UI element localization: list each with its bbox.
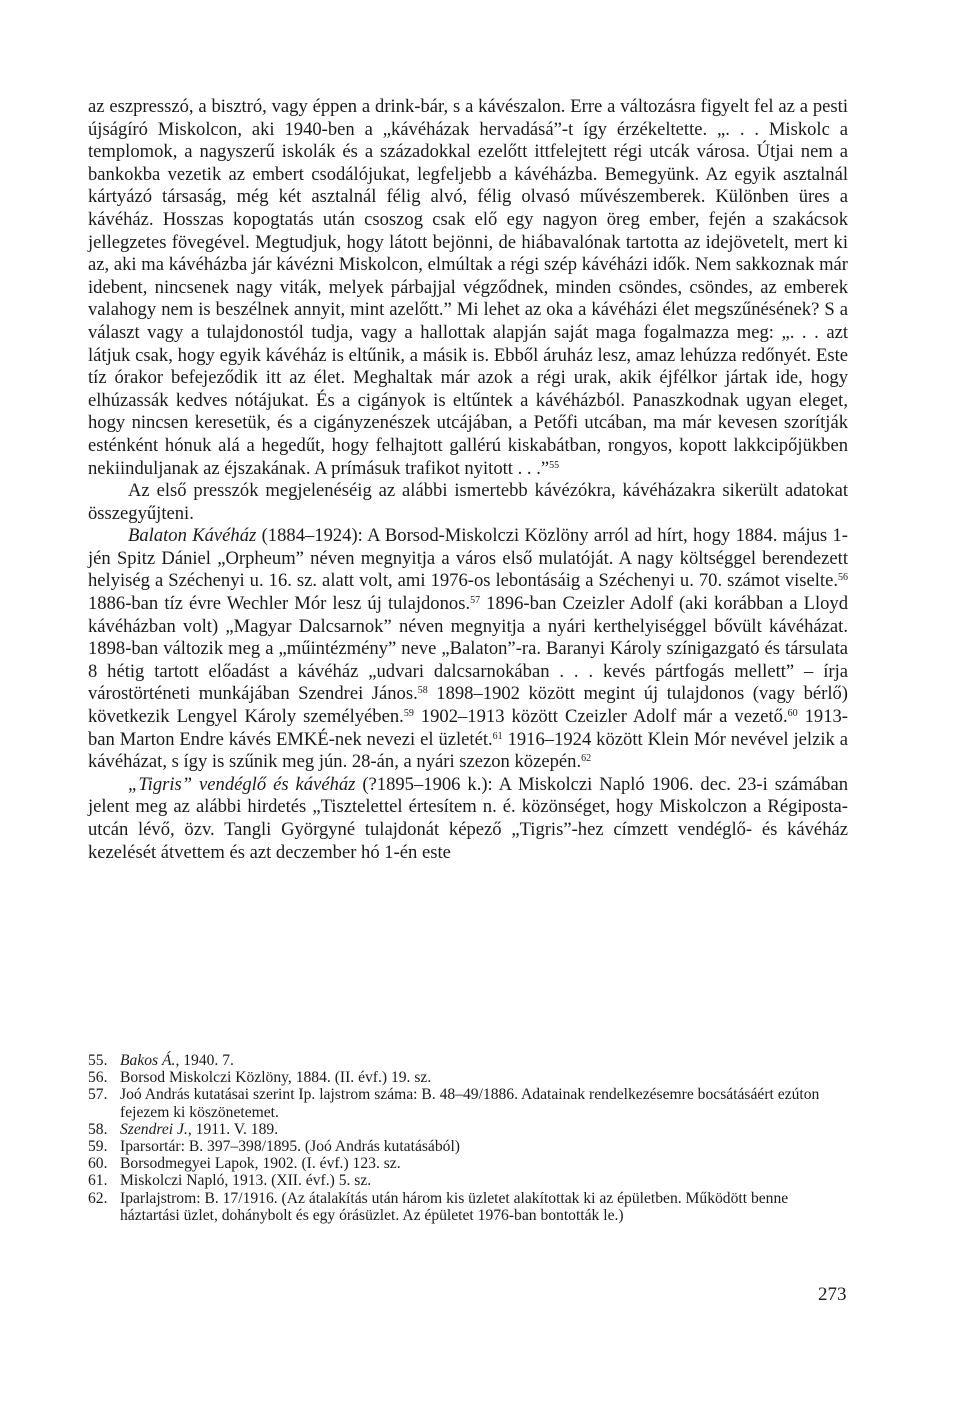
text-run: (?1895–1906 k.): A Miskolczi Napló 1906. dec. 23-i számában jelent meg az alábbi hirdetés „Tisztelettel értesítem n. é. közönséget, hogy Miskolczon a Régiposta-utcán lévő, özv. Tangli Györgyné tulajdonát képező „Tigris”-hez címzett vendéglő- és kávéház kezelését átvettem és azt deczember hó 1-én este — [88, 773, 848, 863]
footnote — [88, 1155, 850, 1172]
text-run: 1896-ban Czeizler Adolf (aki korábban a Lloyd kávéházban volt) „Magyar Dalcsarnok” néven megnyitja a nyári kerthelyiséggel bővült kávéházat. 1898-ban változik meg a „műintézmény” neve „Balaton”-ra. Baranyi Károly színigazgató és társulata 8 hétig tartott előadást a kávéház „udvari dalcsarnokában . . . kevés pártfogás mellett” – írja várostörténeti munkájában Szendrei János. — [88, 593, 848, 705]
page-number: 273 — [818, 1284, 847, 1305]
footnote-ref: 61 — [492, 730, 503, 742]
italic-text: Balaton Kávéház — [128, 525, 257, 547]
footnote-text — [120, 1069, 850, 1086]
text-run: Iparlajstrom: B. 17/1916. (Az átalakítás után három kis üzletet alakítottak ki az épületben. Működött benne háztartási üzlet, dohánybolt és egy órásüzlet. Az épületet 1976-ban bontották le.) — [120, 1189, 789, 1224]
italic-text: Bakos Á. — [120, 1052, 176, 1069]
paragraph — [88, 480, 848, 525]
footnote-text — [120, 1052, 850, 1069]
text-run: 1886-ban tíz évre Wechler Mór lesz új tulajdonos. — [88, 593, 471, 615]
paragraph — [88, 525, 848, 774]
text-run: , 1911. V. 189. — [187, 1120, 279, 1138]
footnote — [88, 1172, 850, 1189]
footnote-ref: 58 — [417, 685, 428, 697]
footnote-ref: 56 — [838, 572, 848, 584]
footnote-text — [120, 1138, 850, 1155]
footnote-number: 62. — [88, 1189, 108, 1207]
footnote-ref: 57 — [470, 595, 481, 607]
footnote — [88, 1086, 850, 1120]
footnote-ref: 62 — [581, 753, 592, 765]
text-run: , 1940. 7. — [175, 1052, 234, 1069]
footnote-number: 55. — [88, 1052, 108, 1069]
paragraph — [88, 96, 848, 480]
footnote-text — [120, 1190, 850, 1224]
text-run: Iparsortár: B. 397–398/1895. (Joó András kutatásából) — [120, 1138, 460, 1156]
text-run: Borsod Miskolczi Közlöny, 1884. (II. évf.) 19. sz. — [120, 1069, 432, 1087]
footnote-text — [120, 1155, 850, 1172]
footnote-text — [120, 1086, 850, 1120]
text-run: 1916–1924 között Klein Mór nevével jelzik a kávéházat, s így is szűnik meg jún. 28-án, a nyári szezon közepén. — [88, 728, 848, 773]
page-body — [88, 96, 848, 864]
footnote-number: 57. — [88, 1086, 108, 1104]
footnote-text — [120, 1121, 850, 1138]
body-text — [88, 96, 848, 864]
text-run: az eszpresszó, a bisztró, vagy éppen a drink-bár, s a kávészalon. Erre a változásra figyelt fel az a pesti újságíró Miskolcon, aki 1940-ben a „kávéházak hervadásá”-t így érzékeltette. „. . . Miskolc a templomok, a nagyszerű iskolák és a századokkal ezelőtt ittfelejtett régi utcák városa. Útjai nem a bankokba vezetik az embert csodálójukat, legfeljebb a kávéházba. Bemegyünk. Az egyik asztalnál kártyázó társaság, még két asztalnál félig alvó, félig olvasó művészemberek. Különben üres a kávéház. Hosszas kopogtatás után csoszog csak elő egy nagyon öreg ember, fején a szakácsok jellegzetes fövegével. Megtudjuk, hogy látott bejönni, de hiábavalónak tartotta az idejövetelt, mert ki az, aki ma kávéházba jár kávézni Miskolcon, elmúltak a régi szép kávéházi idők. Nem sakkoznak már idebent, nincsenek nagy viták, melyek párbajjal végződnek, minden csöndes, csöndes, az emberek valahogy nem is beszélnek annyit, mint azelőtt.” Mi lehet az oka a kávéházi élet megszűnésének? S a választ vagy a tulajdonostól tudja, vagy a hallottak alapján saját maga fogalmazza meg: „. . . azt látjuk csak, hogy egyik kávéház is eltűnik, a másik is. Ebből áruház lesz, amaz lehúzza redőnyét. Este tíz órakor befejeződik itt az élet. Meghaltak már azok a régi urak, akik éjfélkor jártak ide, hogy elhúzassák kedves nótájukat. És a cigányok is eltűntek a kávéházból. Panaszkodnak ugyan eleget, hogy nincsen keresetük, és a cigányzenészek utcájában, a Petőfi utcában, ma már kevesen szorítják esténként hónuk alá a hegedűt, hogy felhajtott gallérú kiskabátban, rongyos, kopott lakkcipőjükben nekiinduljanak az éjszakának. A prímásuk trafikot nyitott . . .” — [88, 96, 848, 479]
text-run: Az első presszók megjelenéséig az alábbi ismertebb kávézókra, kávéházakra sikerült adatokat összegyűjteni. — [88, 480, 848, 524]
text-run: Joó András kutatásai szerint Ip. lajstrom száma: B. 48–49/1886. Adatainak rendelkezésemre bocsátásáért ezúton fejezem ki köszönetemet. — [120, 1086, 820, 1121]
text-run: 1913-ban Marton Endre kávés EMKÉ-nek nevezi el üzletét. — [88, 706, 848, 750]
footnotes — [88, 1052, 850, 1224]
footnote — [88, 1069, 850, 1086]
text-run: (1884–1924): A Borsod-Miskolczi Közlöny arról ad hírt, hogy 1884. május 1-jén Spitz Dániel „Orpheum” néven megnyitja a város első mulatóját. A nagy költséggel berendezett helyiség a Széchenyi u. 16. sz. alatt volt, ami 1976-os lebontásáig a Széchenyi u. 70. számot viselte. — [88, 525, 849, 592]
footnote-ref: 60 — [787, 708, 798, 720]
text-run: 1902–1913 között Czeizler Adolf már a vezető. — [413, 706, 788, 728]
text-run: Miskolczi Napló, 1913. (XII. évf.) 5. sz. — [120, 1172, 372, 1190]
footnote — [88, 1052, 850, 1069]
paragraph — [88, 774, 848, 864]
footnote-number: 56. — [88, 1069, 108, 1087]
footnote-text — [120, 1172, 850, 1189]
footnote-ref: 59 — [403, 708, 414, 720]
text-run: Borsodmegyei Lapok, 1902. (I. évf.) 123. sz. — [120, 1155, 401, 1173]
footnote-ref: 55 — [549, 459, 560, 471]
italic-text: Szendrei J. — [120, 1120, 188, 1138]
footnote-number: 59. — [88, 1138, 108, 1156]
footnote-number: 61. — [88, 1172, 108, 1190]
footnote — [88, 1190, 850, 1224]
footnote-number: 58. — [88, 1120, 108, 1138]
text-run: 1898–1902 között megint új tulajdonos (vagy bérlő) következik Lengyel Károly személyében. — [88, 683, 848, 728]
footnote — [88, 1121, 850, 1138]
italic-text: „Tigris” vendéglő és kávéház — [128, 773, 356, 795]
footnote — [88, 1138, 850, 1155]
footnote-number: 60. — [88, 1155, 108, 1173]
